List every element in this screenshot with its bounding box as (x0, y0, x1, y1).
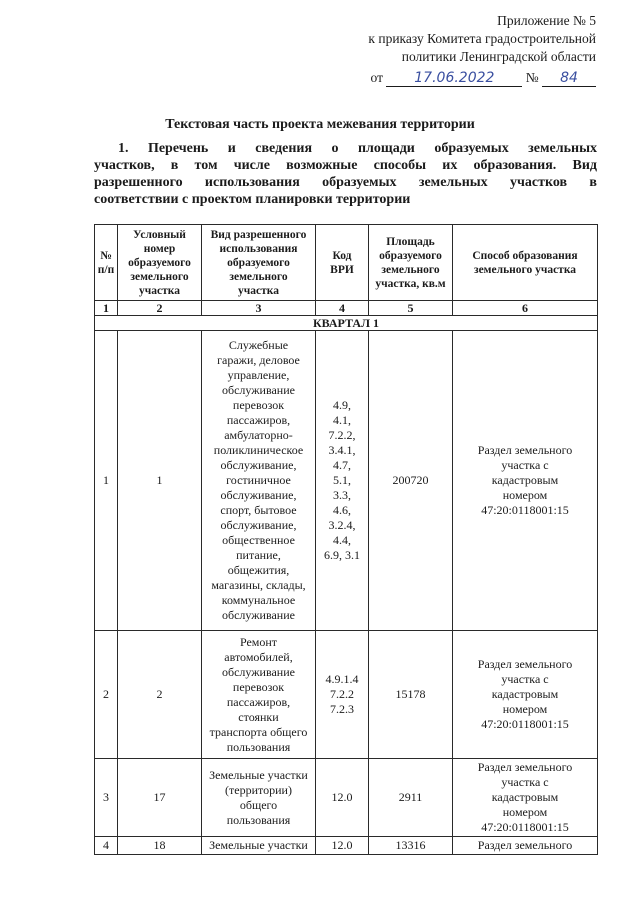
page-title: Текстовая часть проекта межевания территории (165, 117, 475, 132)
paragraph-line: 1. Перечень и сведения о площади образуемых земельных (118, 141, 597, 156)
permitted-use: Служебные гаражи, деловое управление, обслуживание перевозок пассажиров, амбулаторно- поликлиническое обслуживание, гостиничное обслуживание, спорт, бытовое обслуживание, общественное питание, общежития, магазины, склады, коммунальное обслуживание (202, 331, 316, 631)
formation-method: Раздел земельного участка с кадастровым номером 47:20:0118001:15 (453, 631, 598, 759)
plots-table (94, 224, 598, 855)
order-number-field (542, 70, 596, 87)
header-cell: Способ образования земельного участка (453, 225, 598, 301)
paragraph-line: разрешенного использования образуемых земельных участков в (94, 175, 597, 190)
quarter-label: КВАРТАЛ 1 (95, 316, 598, 331)
permitted-use: Земельные участки (территории) общего пользования (202, 759, 316, 837)
row-number: 1 (95, 331, 118, 631)
formation-method: Раздел земельного (453, 837, 598, 855)
table-header-row (95, 225, 598, 301)
use-code: 12.0 (316, 837, 369, 855)
order-date: 17.06.2022 (414, 70, 495, 86)
plot-number: 17 (118, 759, 202, 837)
order-date-line (371, 70, 597, 87)
header-cell: № п/п (95, 225, 118, 301)
column-number: 2 (118, 301, 202, 316)
header-cell: Вид разрешенного использования образуемого земельного участка (202, 225, 316, 301)
column-number: 4 (316, 301, 369, 316)
column-number-row (95, 301, 598, 316)
permitted-use: Земельные участки (202, 837, 316, 855)
plot-number: 1 (118, 331, 202, 631)
plot-number: 2 (118, 631, 202, 759)
table-row (95, 837, 598, 855)
column-number: 3 (202, 301, 316, 316)
table-row (95, 331, 598, 631)
quarter-row (95, 316, 598, 331)
section-paragraph (94, 140, 597, 208)
from-label: от (370, 70, 383, 85)
paragraph-line: соответствии с проектом планировки территории (94, 192, 411, 207)
plot-area: 15178 (369, 631, 453, 759)
formation-method: Раздел земельного участка с кадастровым номером 47:20:0118001:15 (453, 331, 598, 631)
order-date-field (386, 70, 522, 87)
use-code: 12.0 (316, 759, 369, 837)
plot-area: 200720 (369, 331, 453, 631)
use-code: 4.9, 4.1, 7.2.2, 3.4.1, 4.7, 5.1, 3.3, 4.6, 3.2.4, 4.4, 6.9, 3.1 (316, 331, 369, 631)
plot-area: 13316 (369, 837, 453, 855)
paragraph-line: участков, в том числе возможные способы их образования. Вид (94, 158, 597, 173)
header-cell: Условный номер образуемого земельного участка (118, 225, 202, 301)
appendix-committee: политики Ленинградской области (401, 49, 596, 64)
permitted-use: Ремонт автомобилей, обслуживание перевозок пассажиров, стоянки транспорта общего пользования (202, 631, 316, 759)
row-number: 4 (95, 837, 118, 855)
appendix-order-ref: к приказу Комитета градостроительной (368, 31, 596, 46)
plot-number: 18 (118, 837, 202, 855)
table-row (95, 759, 598, 837)
column-number: 1 (95, 301, 118, 316)
column-number: 6 (453, 301, 598, 316)
formation-method: Раздел земельного участка с кадастровым номером 47:20:0118001:15 (453, 759, 598, 837)
number-label: № (525, 70, 539, 85)
appendix-number: Приложение № 5 (497, 13, 596, 28)
use-code: 4.9.1.4 7.2.2 7.2.3 (316, 631, 369, 759)
row-number: 2 (95, 631, 118, 759)
column-number: 5 (369, 301, 453, 316)
order-number: 84 (560, 70, 578, 86)
row-number: 3 (95, 759, 118, 837)
table-row (95, 631, 598, 759)
appendix-header (368, 12, 596, 66)
plot-area: 2911 (369, 759, 453, 837)
header-cell: Площадь образуемого земельного участка, кв.м (369, 225, 453, 301)
header-cell: Код ВРИ (316, 225, 369, 301)
